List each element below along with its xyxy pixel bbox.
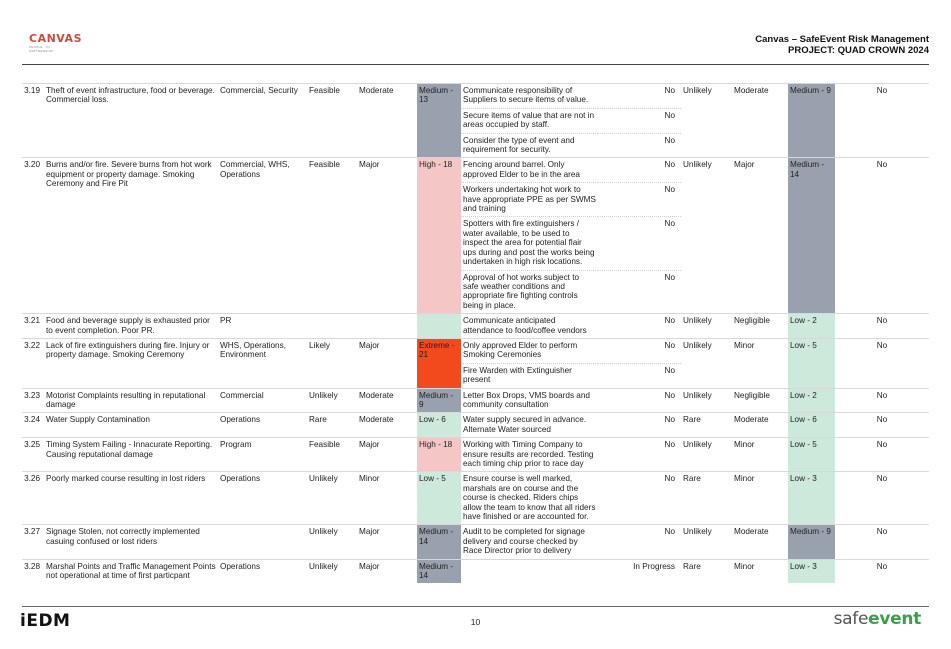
control-measure: Communicate responsibility of Suppliers to secure items of value.	[461, 84, 598, 109]
residual-rating-badge: Low - 6	[788, 413, 835, 438]
risk-consequence: Minor	[357, 472, 417, 525]
control-measure: Secure items of value that are not in areas occupied by staff.	[461, 108, 598, 133]
table-row	[22, 338, 929, 363]
risk-category: Commercial, WHS, Operations	[218, 158, 307, 314]
control-in-place: No	[598, 525, 681, 559]
risk-category: Program	[218, 438, 307, 472]
control-in-place: No	[598, 338, 681, 363]
canvas-logo	[29, 32, 82, 53]
risk-id: 3.25	[22, 438, 44, 472]
risk-category: Operations	[218, 413, 307, 438]
control-measure: Consider the type of event and requirement for security.	[461, 133, 598, 158]
residual-consequence: Major	[732, 158, 788, 314]
control-in-place: No	[598, 413, 681, 438]
residual-likelihood: Rare	[681, 472, 732, 525]
risk-category: Commercial	[218, 388, 307, 413]
risk-likelihood: Unlikely	[307, 559, 357, 583]
risk-rating-badge: Medium - 14	[417, 525, 461, 559]
risk-description: Food and beverage supply is exhausted prior to event completion. Poor PR.	[44, 314, 218, 339]
project-title: PROJECT: QUAD CROWN 2024	[788, 45, 929, 56]
iedm-logo: iEDM	[20, 611, 71, 631]
risk-likelihood: Feasible	[307, 158, 357, 314]
risk-consequence	[357, 314, 417, 339]
residual-rating-badge: Low - 3	[788, 472, 835, 525]
control-measure: Ensure course is well marked, marshals are on course and the course is checked. Riders chips allow the team to know that all riders have finished or are accounted for.	[461, 472, 598, 525]
residual-consequence: Negligible	[732, 388, 788, 413]
control-in-place: No	[598, 472, 681, 525]
doc-title: Canvas – SafeEvent Risk Management	[755, 34, 929, 45]
header-divider	[22, 64, 929, 65]
risk-category: Operations	[218, 472, 307, 525]
risk-rating-badge: Medium - 14	[417, 559, 461, 583]
risk-description: Timing System Failing - Innacurate Reporting. Causing reputational damage	[44, 438, 218, 472]
control-measure: Communicate anticipated attendance to food/coffee vendors	[461, 314, 598, 339]
risk-consequence: Moderate	[357, 413, 417, 438]
risk-likelihood: Likely	[307, 338, 357, 388]
risk-register-table	[22, 83, 929, 583]
control-in-place: In Progress	[598, 559, 681, 583]
control-in-place: No	[598, 108, 681, 133]
control-in-place: No	[598, 270, 681, 314]
risk-consequence: Moderate	[357, 84, 417, 158]
risk-likelihood	[307, 314, 357, 339]
control-in-place: No	[598, 158, 681, 183]
risk-rating-badge: High - 18	[417, 438, 461, 472]
residual-rating-badge: Low - 2	[788, 314, 835, 339]
page-number: 10	[470, 617, 481, 627]
risk-rating-badge: Medium - 13	[417, 84, 461, 158]
risk-id: 3.21	[22, 314, 44, 339]
further-action: No	[835, 525, 929, 559]
further-action: No	[835, 388, 929, 413]
control-measure: Audit to be completed for signage delivery and course checked by Race Director prior to delivery	[461, 525, 598, 559]
risk-likelihood: Unlikely	[307, 388, 357, 413]
control-in-place: No	[598, 84, 681, 109]
control-measure: Letter Box Drops, VMS boards and community consultation	[461, 388, 598, 413]
risk-category: PR	[218, 314, 307, 339]
control-measure: Spotters with fire extinguishers / water available, to be used to inspect the area for potential flair ups during and post the works being undertaken in high risk locations.	[461, 217, 598, 270]
risk-likelihood: Rare	[307, 413, 357, 438]
control-measure	[461, 559, 598, 583]
risk-category	[218, 525, 307, 559]
risk-category: WHS, Operations, Environment	[218, 338, 307, 388]
risk-id: 3.26	[22, 472, 44, 525]
risk-id: 3.23	[22, 388, 44, 413]
risk-description: Lack of fire extinguishers during fire. Injury or property damage. Smoking Ceremony	[44, 338, 218, 388]
control-measure: Approval of hot works subject to safe weather conditions and appropriate fire fighting controls being in place.	[461, 270, 598, 314]
residual-consequence: Moderate	[732, 413, 788, 438]
risk-description: Water Supply Contamination	[44, 413, 218, 438]
control-in-place: No	[598, 183, 681, 217]
risk-rating-badge: Low - 6	[417, 413, 461, 438]
further-action: No	[835, 472, 929, 525]
safeevent-logo-safe: safe	[833, 609, 869, 629]
risk-id: 3.28	[22, 559, 44, 583]
residual-likelihood: Unlikely	[681, 338, 732, 388]
document-header	[755, 34, 929, 56]
risk-likelihood: Feasible	[307, 438, 357, 472]
control-measure: Working with Timing Company to ensure results are recorded. Testing each timing chip prior to race day	[461, 438, 598, 472]
risk-rating-badge: Medium - 9	[417, 388, 461, 413]
table-row	[22, 438, 929, 472]
risk-likelihood: Unlikely	[307, 472, 357, 525]
canvas-logo-tagline: PEOPLE · IN · PARTNERSHIP	[29, 45, 54, 53]
further-action: No	[835, 559, 929, 583]
residual-rating-badge: Low - 5	[788, 338, 835, 388]
risk-description: Motorist Complaints resulting in reputational damage	[44, 388, 218, 413]
control-in-place: No	[598, 363, 681, 388]
table-row	[22, 525, 929, 559]
residual-rating-badge: Medium - 14	[788, 158, 835, 314]
further-action: No	[835, 314, 929, 339]
risk-id: 3.20	[22, 158, 44, 314]
risk-consequence: Major	[357, 559, 417, 583]
risk-rating-badge: Low - 5	[417, 472, 461, 525]
risk-rating-badge: Extreme - 21	[417, 338, 461, 388]
residual-likelihood: Unlikely	[681, 84, 732, 158]
canvas-logo-word: CANVAS	[29, 32, 82, 45]
risk-likelihood: Unlikely	[307, 525, 357, 559]
residual-consequence: Minor	[732, 559, 788, 583]
further-action: No	[835, 338, 929, 388]
control-in-place: No	[598, 133, 681, 158]
control-in-place: No	[598, 438, 681, 472]
control-in-place: No	[598, 314, 681, 339]
risk-rating-badge	[417, 314, 461, 339]
control-measure: Only approved Elder to perform Smoking Ceremonies	[461, 338, 598, 363]
risk-description: Signage Stolen, not correctly implemented casuing confused or lost riders	[44, 525, 218, 559]
table-row	[22, 559, 929, 583]
control-measure: Fencing around barrel. Only approved Elder to be in the area	[461, 158, 598, 183]
risk-consequence: Major	[357, 158, 417, 314]
risk-table-body	[22, 84, 929, 584]
table-row	[22, 84, 929, 109]
residual-likelihood: Unlikely	[681, 525, 732, 559]
table-row	[22, 472, 929, 525]
control-measure: Water supply secured in advance. Alternate Water sourced	[461, 413, 598, 438]
table-row	[22, 388, 929, 413]
risk-description: Theft of event infrastructure, food or beverage. Commercial loss.	[44, 84, 218, 158]
risk-description: Burns and/or fire. Severe burns from hot work equipment or property damage. Smoking Ceremony and Fire Pit	[44, 158, 218, 314]
residual-rating-badge: Low - 3	[788, 559, 835, 583]
risk-consequence: Major	[357, 338, 417, 388]
table-row	[22, 314, 929, 339]
risk-consequence: Major	[357, 438, 417, 472]
residual-likelihood: Unlikely	[681, 314, 732, 339]
risk-id: 3.19	[22, 84, 44, 158]
control-in-place: No	[598, 388, 681, 413]
risk-likelihood: Feasible	[307, 84, 357, 158]
risk-category: Operations	[218, 559, 307, 583]
risk-consequence: Moderate	[357, 388, 417, 413]
table-row	[22, 158, 929, 183]
residual-likelihood: Rare	[681, 413, 732, 438]
safeevent-logo	[834, 609, 921, 629]
residual-consequence: Moderate	[732, 84, 788, 158]
residual-consequence: Minor	[732, 338, 788, 388]
further-action: No	[835, 413, 929, 438]
residual-consequence: Minor	[732, 472, 788, 525]
residual-consequence: Moderate	[732, 525, 788, 559]
control-measure: Workers undertaking hot work to have appropriate PPE as per SWMS and training	[461, 183, 598, 217]
risk-id: 3.22	[22, 338, 44, 388]
risk-category: Commercial, Security	[218, 84, 307, 158]
residual-rating-badge: Medium - 9	[788, 84, 835, 158]
risk-id: 3.27	[22, 525, 44, 559]
table-row	[22, 413, 929, 438]
residual-consequence: Negligible	[732, 314, 788, 339]
residual-rating-badge: Low - 5	[788, 438, 835, 472]
residual-consequence: Minor	[732, 438, 788, 472]
risk-rating-badge: High - 18	[417, 158, 461, 314]
residual-rating-badge: Low - 2	[788, 388, 835, 413]
residual-likelihood: Rare	[681, 559, 732, 583]
further-action: No	[835, 438, 929, 472]
risk-description: Poorly marked course resulting in lost riders	[44, 472, 218, 525]
residual-likelihood: Unlikely	[681, 388, 732, 413]
residual-likelihood: Unlikely	[681, 438, 732, 472]
further-action: No	[835, 84, 929, 158]
risk-description: Marshal Points and Traffic Management Points not operational at time of first particpant	[44, 559, 218, 583]
footer-divider	[22, 606, 929, 607]
safeevent-logo-event: event	[868, 609, 921, 629]
control-in-place: No	[598, 217, 681, 270]
residual-rating-badge: Medium - 9	[788, 525, 835, 559]
further-action: No	[835, 158, 929, 314]
risk-consequence: Major	[357, 525, 417, 559]
residual-likelihood: Unlikely	[681, 158, 732, 314]
control-measure: Fire Warden with Extinguisher present	[461, 363, 598, 388]
risk-id: 3.24	[22, 413, 44, 438]
